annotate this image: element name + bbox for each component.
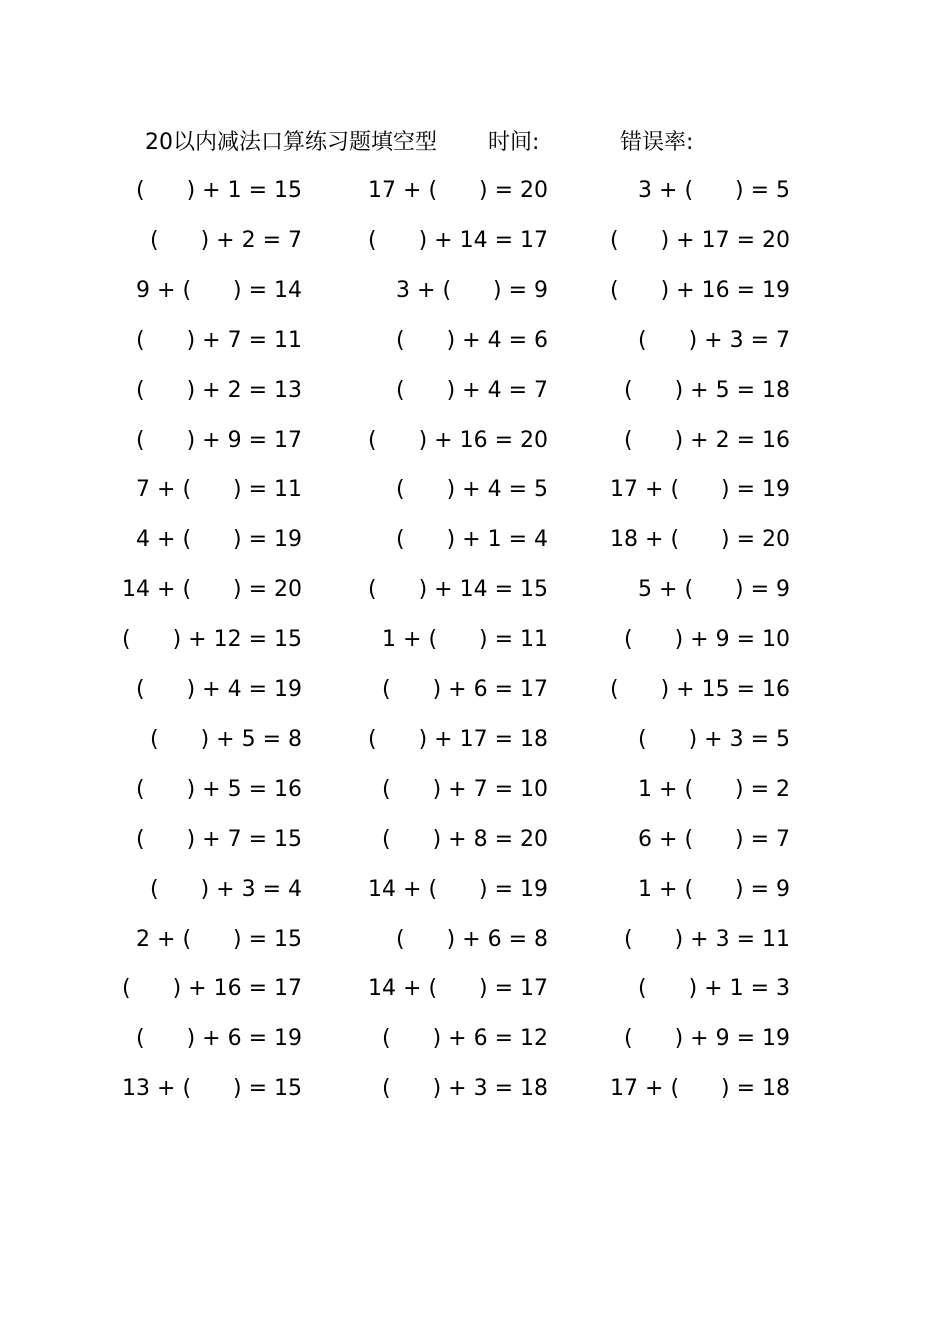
math-problem: ( ) + 1 = 15 <box>136 178 302 203</box>
math-problem: ( ) + 5 = 8 <box>150 726 302 752</box>
math-problem: 3 + ( ) = 9 <box>396 277 548 303</box>
math-problem: 7 + ( ) = 11 <box>136 477 302 503</box>
worksheet-title: 20以内减法口算练习题填空型 <box>145 130 437 155</box>
math-problem: 17 + ( ) = 20 <box>368 178 548 203</box>
math-problem: ( ) + 5 = 18 <box>624 377 790 403</box>
math-problem: 14 + ( ) = 19 <box>368 876 548 902</box>
math-problem: ( ) + 15 = 16 <box>610 677 790 702</box>
math-problem: ( ) + 5 = 16 <box>136 776 302 802</box>
math-problem: 1 + ( ) = 2 <box>638 776 790 802</box>
math-problem: ( ) + 17 = 18 <box>368 726 548 752</box>
math-problem: ( ) + 4 = 7 <box>396 377 548 403</box>
math-problem: ( ) + 14 = 17 <box>368 227 548 253</box>
math-problem: 17 + ( ) = 19 <box>610 477 790 503</box>
worksheet-header <box>145 126 765 160</box>
math-problem: ( ) + 1 = 4 <box>396 527 548 553</box>
math-problem: ( ) + 3 = 5 <box>638 726 790 752</box>
math-problem: ( ) + 12 = 15 <box>122 627 302 653</box>
math-problem: ( ) + 9 = 10 <box>624 627 790 653</box>
math-problem: ( ) + 1 = 3 <box>638 976 790 1002</box>
math-problem: ( ) + 4 = 5 <box>396 477 548 503</box>
math-problem: ( ) + 6 = 12 <box>382 1026 548 1052</box>
math-problem: ( ) + 6 = 8 <box>396 926 548 952</box>
math-problem: ( ) + 6 = 17 <box>382 677 548 702</box>
math-problem: ( ) + 2 = 13 <box>136 377 302 403</box>
math-problem: ( ) + 6 = 19 <box>136 1026 302 1052</box>
math-problem: 18 + ( ) = 20 <box>610 527 790 553</box>
math-problem: 17 + ( ) = 18 <box>610 1076 790 1102</box>
math-problem: ( ) + 8 = 20 <box>382 826 548 852</box>
math-problem: ( ) + 7 = 11 <box>136 327 302 353</box>
math-problem: ( ) + 7 = 15 <box>136 826 302 852</box>
math-problem: ( ) + 14 = 15 <box>368 577 548 603</box>
math-problem: ( ) + 4 = 19 <box>136 677 302 702</box>
math-problem: 9 + ( ) = 14 <box>136 277 302 303</box>
math-problem: ( ) + 16 = 20 <box>368 427 548 453</box>
time-label: 时间: <box>488 130 540 155</box>
math-problem: ( ) + 9 = 17 <box>136 427 302 453</box>
math-problem: ( ) + 3 = 11 <box>624 926 790 952</box>
math-problem: ( ) + 17 = 20 <box>610 227 790 253</box>
math-problem: ( ) + 2 = 16 <box>624 427 790 453</box>
math-problem: ( ) + 2 = 7 <box>150 227 302 253</box>
error-rate-label: 错误率: <box>620 130 694 155</box>
math-problem: 6 + ( ) = 7 <box>638 826 790 852</box>
math-problem: 14 + ( ) = 17 <box>368 976 548 1002</box>
math-problem: ( ) + 7 = 10 <box>382 776 548 802</box>
math-problem: 14 + ( ) = 20 <box>122 577 302 603</box>
math-problem: ( ) + 3 = 18 <box>382 1076 548 1102</box>
math-problem: ( ) + 16 = 17 <box>122 976 302 1002</box>
math-problem: 1 + ( ) = 11 <box>382 627 548 653</box>
math-problem: ( ) + 9 = 19 <box>624 1026 790 1052</box>
math-problem: 13 + ( ) = 15 <box>122 1076 302 1102</box>
math-problem: 3 + ( ) = 5 <box>638 178 790 203</box>
math-problem: ( ) + 3 = 4 <box>150 876 302 902</box>
math-problem: ( ) + 4 = 6 <box>396 327 548 353</box>
math-problem: ( ) + 16 = 19 <box>610 277 790 303</box>
math-problem: 1 + ( ) = 9 <box>638 876 790 902</box>
math-problem: 2 + ( ) = 15 <box>136 926 302 952</box>
math-problem: ( ) + 3 = 7 <box>638 327 790 353</box>
math-problem: 5 + ( ) = 9 <box>638 577 790 603</box>
math-problem: 4 + ( ) = 19 <box>136 527 302 553</box>
